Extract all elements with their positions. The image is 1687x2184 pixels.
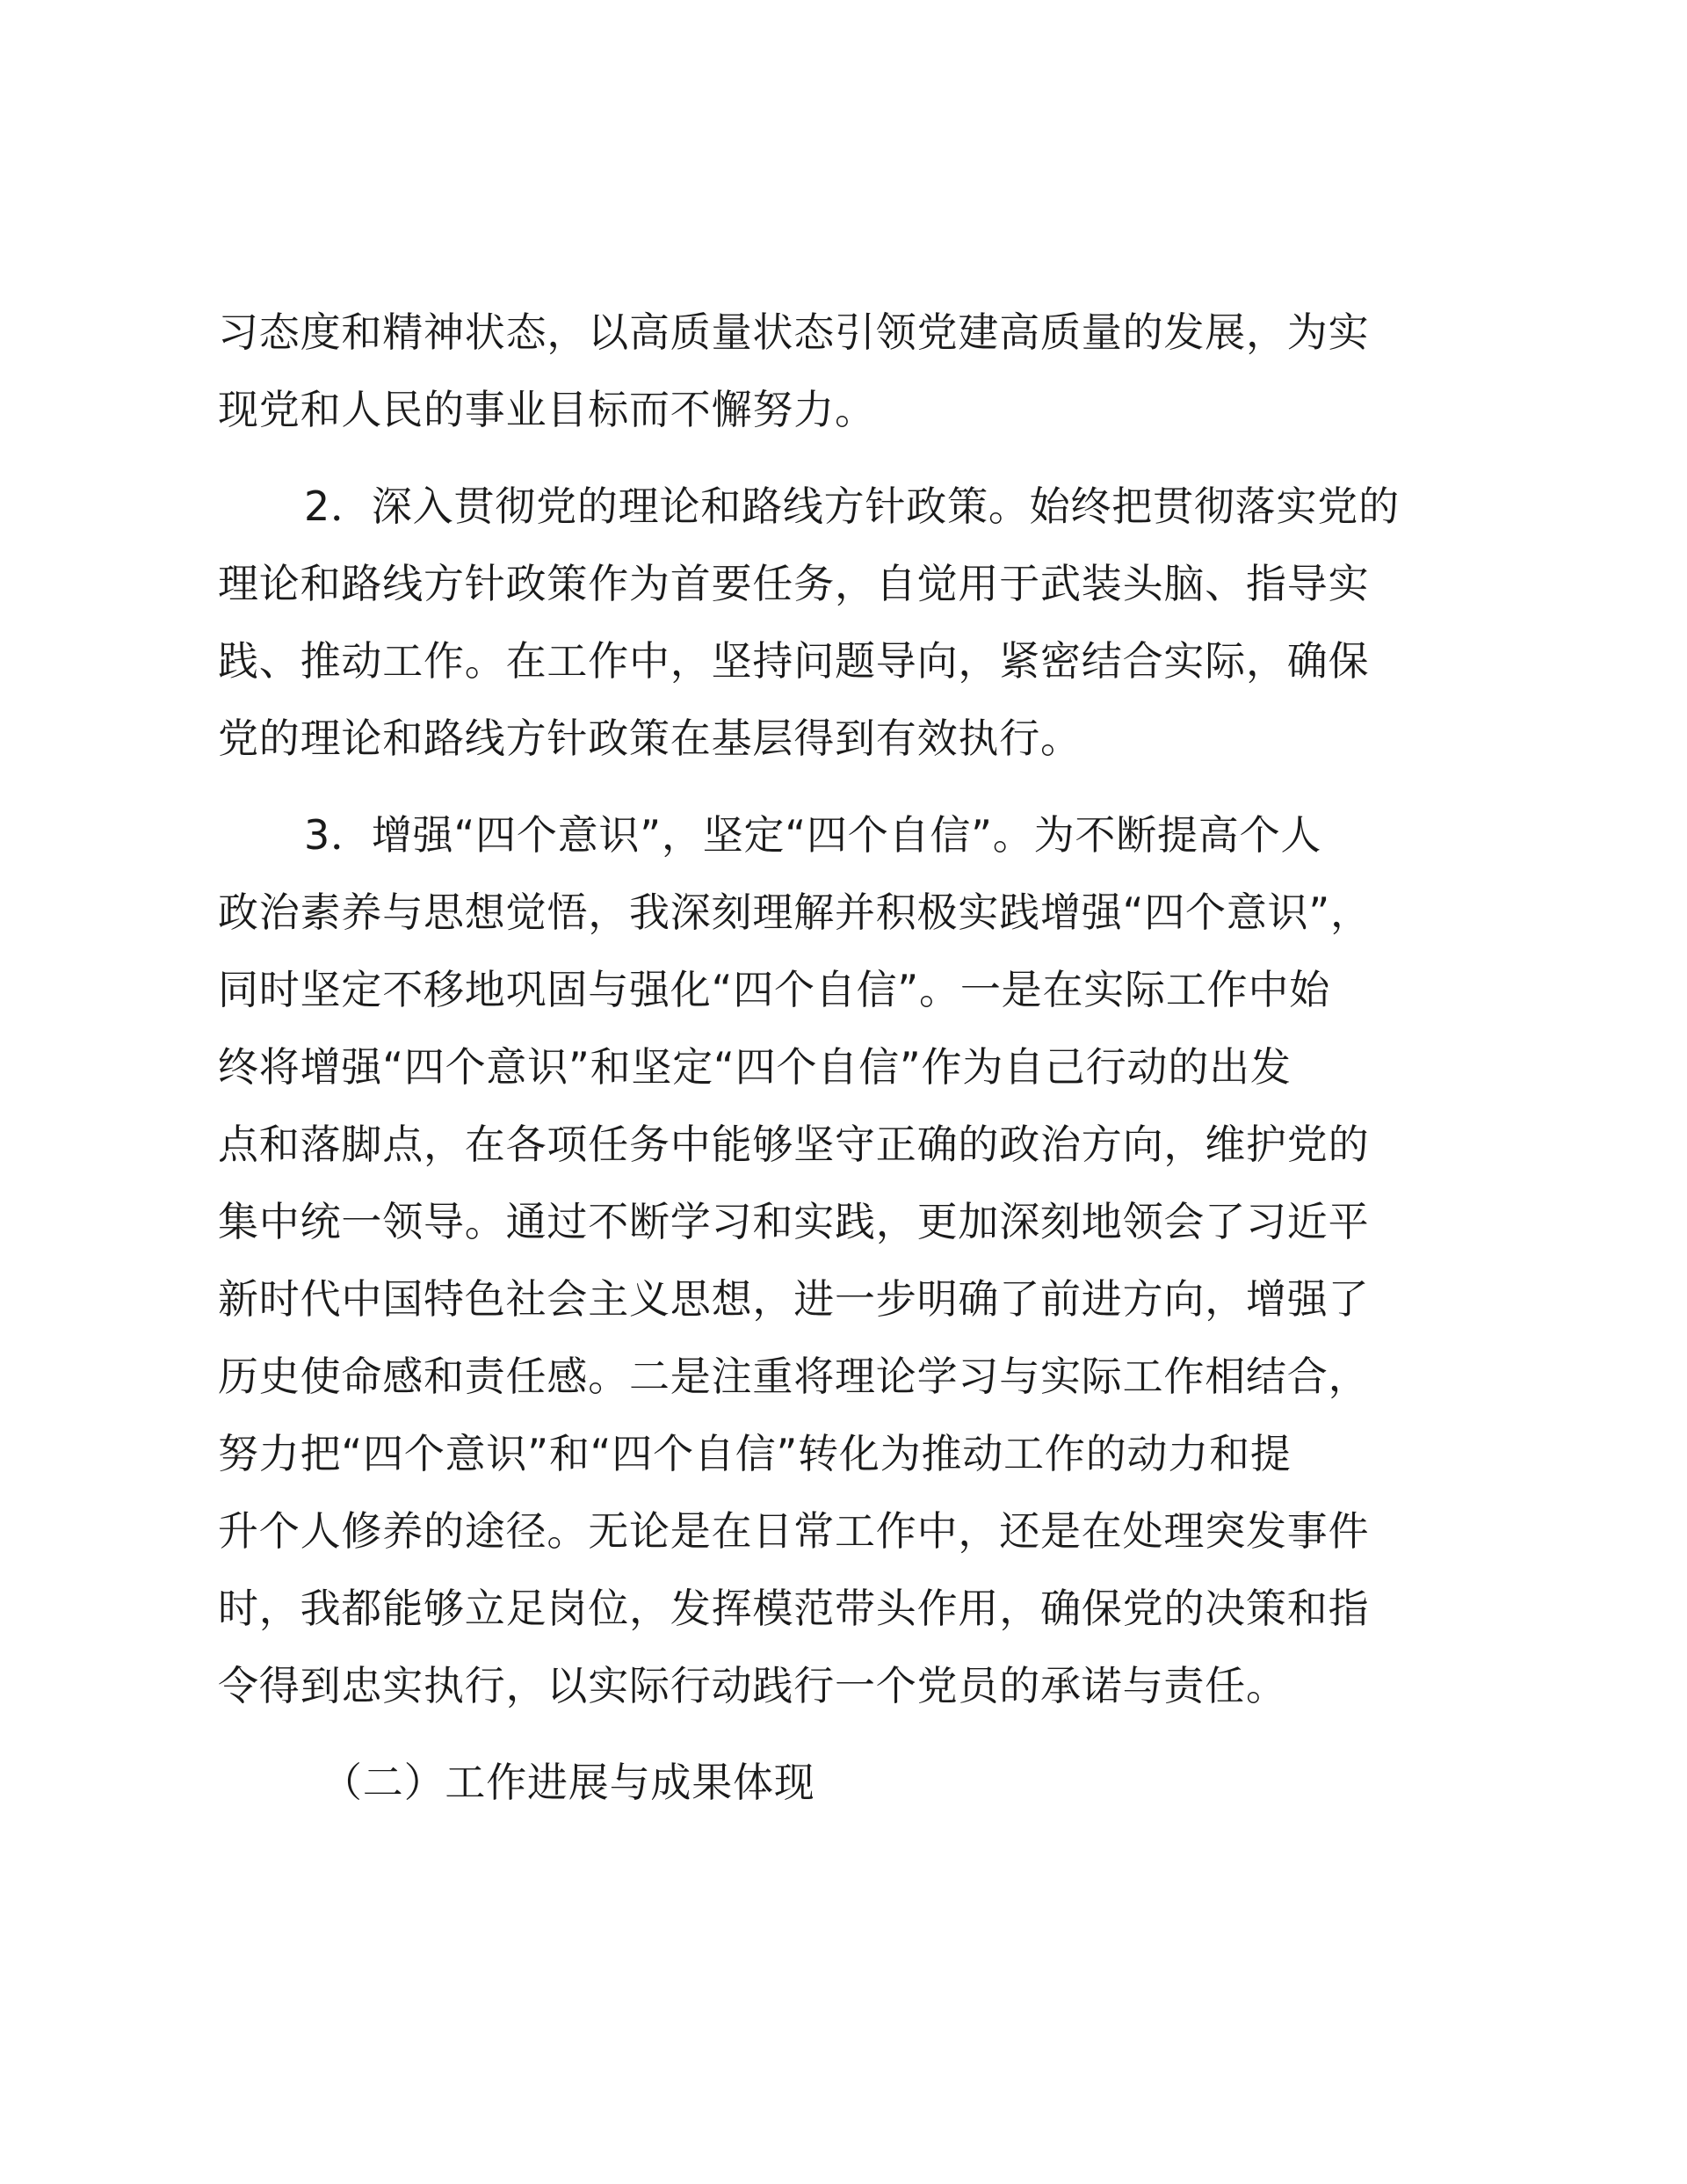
text-line: 党的理论和路线方针政策在基层得到有效执行。 (218, 715, 1082, 762)
text-line: 集中统一领导。通过不断学习和实践，更加深刻地领会了习近平 (218, 1198, 1370, 1245)
text-line: 点和落脚点，在各项任务中能够坚守正确的政治方向，维护党的 (218, 1121, 1370, 1168)
paragraph-2 (218, 468, 1483, 777)
section-heading: （二）工作进展与成果体现 (322, 1759, 815, 1806)
paragraph-continued (218, 294, 1483, 448)
text-line: 3．增强“四个意识”，坚定“四个自信”。为不断提高个人 (304, 811, 1322, 859)
text-line: 新时代中国特色社会主义思想，进一步明确了前进方向，增强了 (218, 1275, 1370, 1323)
paragraph-gap (218, 448, 1483, 468)
text-line: 同时坚定不移地巩固与强化“四个自信”。一是在实际工作中始 (218, 966, 1331, 1013)
text-line: 历史使命感和责任感。二是注重将理论学习与实际工作相结合， (218, 1353, 1370, 1400)
text-line: 2．深入贯彻党的理论和路线方针政策。始终把贯彻落实党的 (304, 483, 1400, 530)
text-line: 政治素养与思想觉悟，我深刻理解并积极实践增强“四个意识”， (218, 889, 1372, 936)
text-line: 践、推动工作。在工作中，坚持问题导向，紧密结合实际，确保 (218, 637, 1370, 685)
text-line: 努力把“四个意识”和“四个自信”转化为推动工作的动力和提 (218, 1430, 1292, 1477)
document-body (218, 294, 1483, 1821)
text-line: 升个人修养的途径。无论是在日常工作中，还是在处理突发事件 (218, 1507, 1370, 1555)
text-line: 现党和人民的事业目标而不懈努力。 (218, 386, 876, 433)
text-line: 终将增强“四个意识”和坚定“四个自信”作为自己行动的出发 (218, 1043, 1292, 1091)
text-line: 令得到忠实执行，以实际行动践行一个党员的承诺与责任。 (218, 1662, 1287, 1709)
text-line: 习态度和精神状态，以高质量状态引领党建高质量的发展，为实 (218, 308, 1370, 356)
text-line: 理论和路线方针政策作为首要任务，自觉用于武装头脑、指导实 (218, 560, 1370, 607)
text-line: 时，我都能够立足岗位，发挥模范带头作用，确保党的决策和指 (218, 1585, 1370, 1632)
paragraph-gap (218, 1724, 1483, 1744)
paragraph-3 (218, 796, 1483, 1724)
paragraph-gap (218, 777, 1483, 796)
